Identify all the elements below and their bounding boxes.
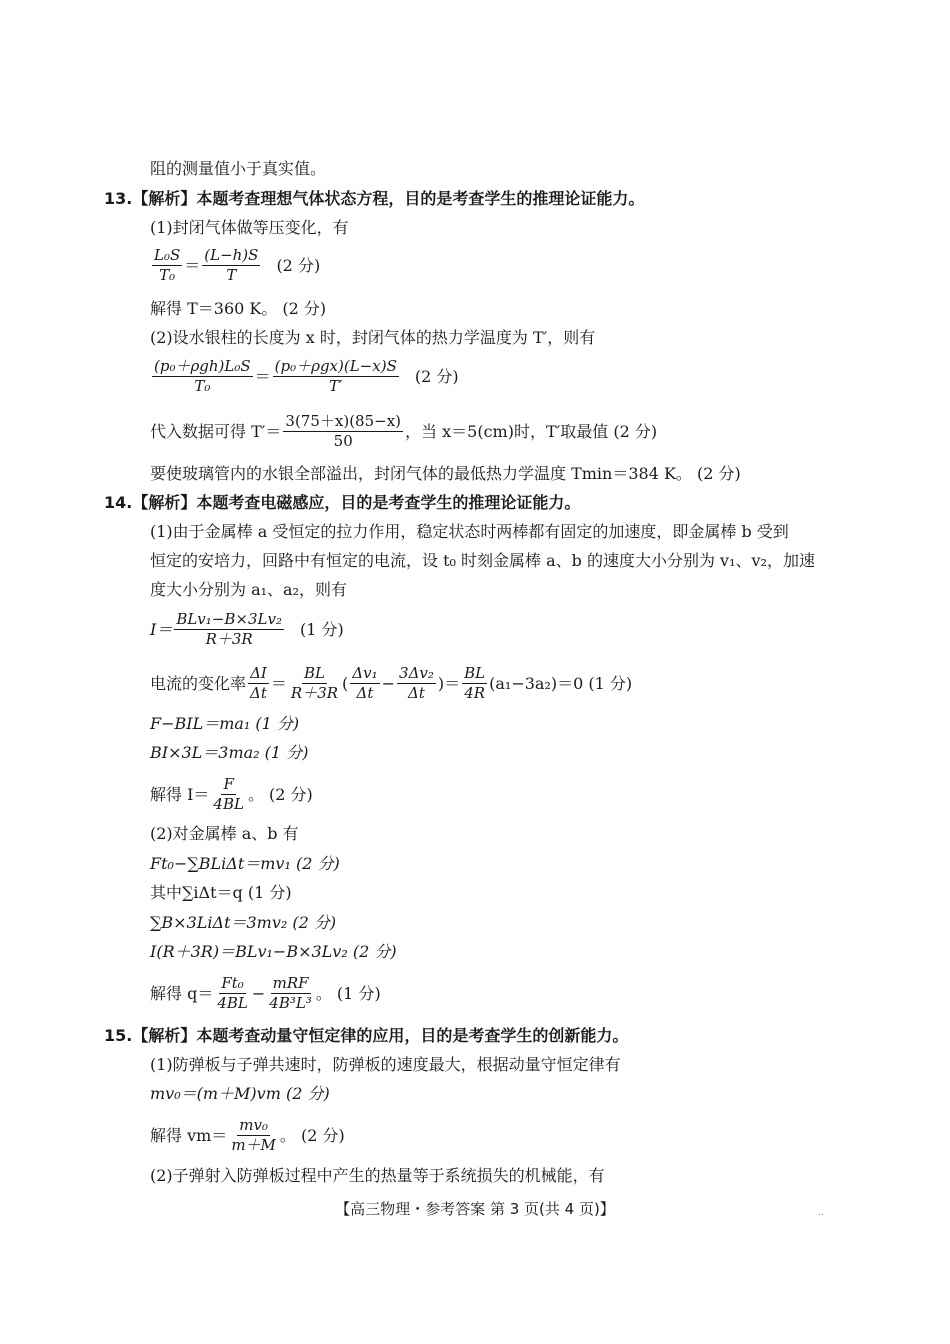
- fraction: $\frac{(L-h)S}{T}$: [204, 246, 259, 284]
- fraction: $\frac{F}{4BL}$: [213, 775, 244, 813]
- fraction: $\frac{\text{BLv₁−B×3Lv₂}}{R+3R}$: [176, 610, 282, 648]
- q15-equation-1: mv₀＝(m＋M)vm (2 分): [150, 1084, 330, 1103]
- q14-equation-5: 解得 I＝ $\frac{F}{4BL}$ 。 (2 分): [150, 775, 313, 813]
- fraction: $\frac{BL}{4R}$: [464, 664, 486, 702]
- fraction: $\frac{\text{L₀S}}{\text{T₀}}$: [154, 246, 181, 284]
- q15-equation-2: 解得 vm＝ $\frac{\text{mv₀}}{m+M}$ 。 (2 分): [150, 1116, 345, 1154]
- q14-equation-9: I(R＋3R)＝BLv₁−B×3Lv₂ (2 分): [150, 942, 397, 961]
- fraction: $\frac{\text{Δv₁}}{\Delta t}$: [352, 664, 378, 702]
- q14-equation-10: 解得 q＝ $\frac{\text{Ft₀}}{4BL}$ − $\frac{\text{mRF}}{\text{4B³L³}}$ 。 (1 分): [150, 974, 381, 1012]
- q13-equation-3: 代入数据可得 T′＝ $\frac{3(75+x)(85-x)}{50}$ ，当 x＝5(cm)时，T′取最值 (2 分): [150, 412, 658, 450]
- fraction: $\frac{3(75+x)(85-x)}{50}$: [285, 412, 402, 450]
- q14-equation-7: 其中∑iΔt＝q (1 分): [150, 883, 292, 902]
- q13-equation-2: $\frac{\text{(p₀＋ρgh)L₀S}}{\text{T₀}}$ ＝ $\frac{\text{(p₀＋ρgx)(L−x)S}}{T'}$ (2 分): [154, 357, 459, 395]
- q14-part2: (2)对金属棒 a、b 有: [150, 824, 299, 843]
- corner-mark: ..: [818, 1208, 824, 1218]
- fraction: $\frac{\text{(p₀＋ρgx)(L−x)S}}{T'}$: [274, 357, 397, 395]
- q14-equation-6: Ft₀−∑BLiΔt＝mv₁ (2 分): [150, 854, 340, 873]
- fraction: $\frac{\text{mv₀}}{m+M}$: [231, 1116, 276, 1154]
- q13-result-2: 要使玻璃管内的水银全部溢出，封闭气体的最低热力学温度 Tmin＝384 K。 (2 分): [150, 464, 741, 483]
- fraction: $\frac{\Delta I}{\Delta t}$: [250, 664, 267, 702]
- q14-equation-8: ∑B×3LiΔt＝3mv₂ (2 分): [150, 913, 337, 932]
- fraction: $\frac{\text{(p₀＋ρgh)L₀S}}{\text{T₀}}$: [154, 357, 251, 395]
- q13-part1: (1)封闭气体做等压变化，有: [150, 218, 349, 237]
- q13-result-1: 解得 T＝360 K。 (2 分): [150, 299, 327, 318]
- q14-part1-a: (1)由于金属棒 a 受恒定的拉力作用，稳定状态时两棒都有固定的加速度，即金属棒 b 受到: [150, 522, 789, 541]
- fraction: $\frac{BL}{R+3R}$: [290, 664, 339, 702]
- q15-part1: (1)防弹板与子弹共速时，防弹板的速度最大，根据动量守恒定律有: [150, 1055, 621, 1074]
- fraction: $\frac{\text{Ft₀}}{4BL}$: [217, 974, 248, 1012]
- fraction: $\frac{\text{3Δv₂}}{\Delta t}$: [399, 664, 434, 702]
- q14-equation-2: 电流的变化率 $\frac{\Delta I}{\Delta t}$ ＝ $\frac{BL}{R+3R}$ ( $\frac{\text{Δv₁}}{\Delta t}$ − $\frac{\text{3Δv₂}}{\Delta t}$ )＝ $\frac{BL}{4R}$ (a₁−3a₂)＝0 (1 分): [150, 664, 633, 702]
- text-line: 阻的测量值小于真实值。: [150, 159, 327, 178]
- q13-part2: (2)设水银柱的长度为 x 时，封闭气体的热力学温度为 T′，则有: [150, 328, 596, 347]
- q14-heading: 14.【解析】本题考查电磁感应，目的是考查学生的推理论证能力。: [104, 493, 581, 512]
- q14-part1-c: 度大小分别为 a₁、a₂，则有: [150, 580, 347, 599]
- q14-equation-4: BI×3L＝3ma₂ (1 分): [150, 743, 309, 762]
- q15-heading: 15.【解析】本题考查动量守恒定律的应用，目的是考查学生的创新能力。: [104, 1026, 629, 1045]
- q14-part1-b: 恒定的安培力，回路中有恒定的电流，设 t₀ 时刻金属棒 a、b 的速度大小分别为 v₁、v₂，加速: [150, 551, 815, 570]
- page-footer: 【高三物理・参考答案 第 3 页(共 4 页)】: [335, 1200, 615, 1218]
- q13-equation-1: $\frac{\text{L₀S}}{\text{T₀}}$ ＝ $\frac{(L-h)S}{T}$ (2 分): [154, 246, 321, 284]
- q14-equation-1: I＝ $\frac{\text{BLv₁−B×3Lv₂}}{R+3R}$ (1 分): [150, 610, 344, 648]
- q14-equation-3: F−BIL＝ma₁ (1 分): [150, 714, 300, 733]
- fraction: $\frac{\text{mRF}}{\text{4B³L³}}$: [269, 974, 312, 1012]
- q13-heading: 13.【解析】本题考查理想气体状态方程，目的是考查学生的推理论证能力。: [104, 189, 645, 208]
- q15-part2: (2)子弹射入防弹板过程中产生的热量等于系统损失的机械能，有: [150, 1166, 605, 1185]
